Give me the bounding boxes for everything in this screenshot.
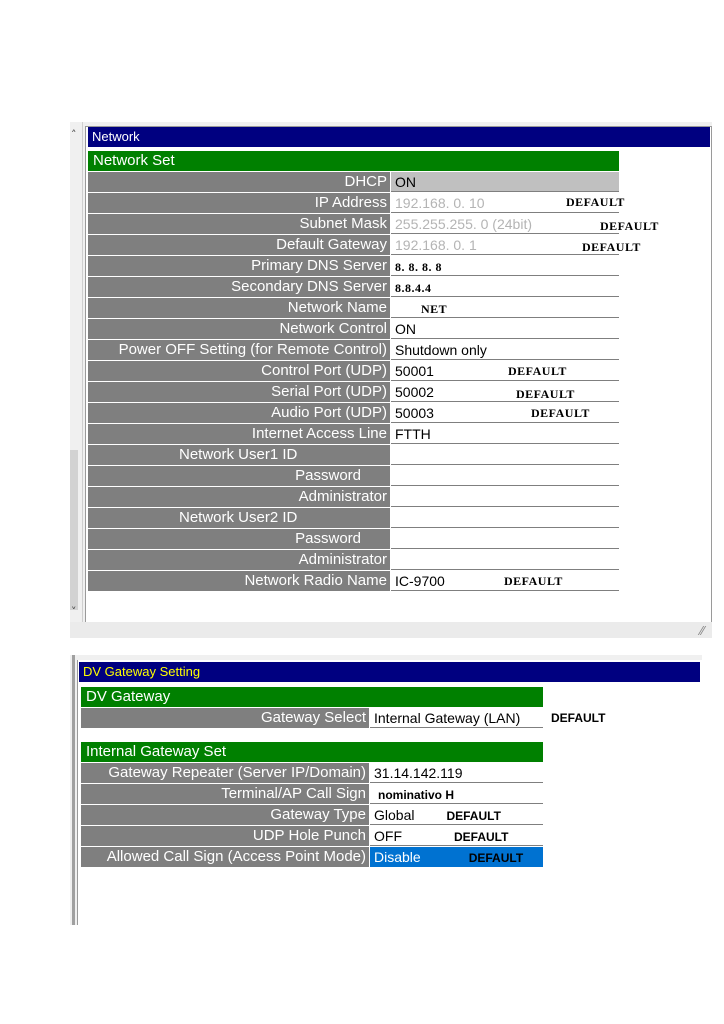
resize-grip-icon[interactable]: ⁄⁄ (700, 624, 705, 638)
setting-label: Administrator (88, 487, 390, 507)
setting-label: UDP Hole Punch (81, 826, 369, 846)
secondary-dns-text: 8.8.4.4 (395, 281, 432, 295)
user1-password-value[interactable] (391, 466, 619, 486)
setting-label: Gateway Repeater (Server IP/Domain) (81, 763, 369, 783)
dv-gateway-header: DV Gateway (81, 687, 543, 707)
audio-port-value[interactable]: 50003 (391, 403, 619, 423)
setting-label: Network User2 ID (88, 508, 390, 528)
network-title-bar: Network (88, 127, 710, 147)
setting-label: Control Port (UDP) (88, 361, 390, 381)
user2-id-value[interactable] (391, 508, 619, 528)
control-port-value[interactable]: 50001 (391, 361, 619, 381)
setting-label: Audio Port (UDP) (88, 403, 390, 423)
setting-label: Gateway Type (81, 805, 369, 825)
udp-hole-punch-value[interactable] (370, 826, 543, 846)
setting-label: Subnet Mask (88, 214, 390, 234)
left-scrollbar[interactable] (70, 450, 78, 610)
setting-label: IP Address (88, 193, 390, 213)
default-annotation: DEFAULT (582, 240, 641, 254)
gateway-type-text: Global (374, 807, 415, 823)
setting-label: Gateway Select (81, 708, 369, 728)
user1-id-value[interactable] (391, 445, 619, 465)
default-annotation: DEFAULT (454, 830, 509, 844)
setting-label: Internet Access Line (88, 424, 390, 444)
network-radio-name-value[interactable]: IC-9700 (391, 571, 619, 591)
dhcp-value[interactable]: ON (391, 172, 619, 192)
setting-label: Network Radio Name (88, 571, 390, 591)
default-gateway-value[interactable]: 192.168. 0. 1 (391, 235, 619, 255)
subnet-mask-value[interactable]: 255.255.255. 0 (24bit) (391, 214, 619, 234)
user2-administrator-value[interactable] (391, 550, 619, 570)
scroll-down-icon[interactable]: ˅ (71, 605, 77, 618)
setting-label: Network Control (88, 319, 390, 339)
default-annotation: DEFAULT (516, 387, 575, 401)
secondary-dns-value[interactable] (391, 277, 619, 297)
setting-label: Network User1 ID (88, 445, 390, 465)
internal-gateway-set-header: Internal Gateway Set (81, 742, 543, 762)
serial-port-value[interactable]: 50002 (391, 382, 619, 402)
dv-gateway-title-bar: DV Gateway Setting (79, 662, 700, 682)
network-name-text: NET (421, 302, 448, 316)
default-annotation: DEFAULT (600, 219, 659, 233)
network-control-value[interactable]: ON (391, 319, 619, 339)
setting-label: Serial Port (UDP) (88, 382, 390, 402)
setting-label: Secondary DNS Server (88, 277, 390, 297)
udp-hole-punch-text: OFF (374, 828, 402, 844)
setting-label: Power OFF Setting (for Remote Control) (88, 340, 390, 360)
primary-dns-value[interactable] (391, 256, 619, 276)
allowed-call-sign-value[interactable] (370, 847, 543, 867)
gateway-repeater-value[interactable]: 31.14.142.119 (370, 763, 543, 783)
default-annotation: DEFAULT (551, 711, 606, 725)
gateway-select-value[interactable]: Internal Gateway (LAN) (370, 708, 543, 728)
setting-label: Password (88, 466, 390, 486)
ip-address-value[interactable]: 192.168. 0. 10 (391, 193, 619, 213)
internet-access-line-value[interactable]: FTTH (391, 424, 619, 444)
setting-label: DHCP (88, 172, 390, 192)
default-annotation: DEFAULT (504, 574, 563, 588)
setting-label: Password (88, 529, 390, 549)
network-window-bottom (70, 622, 712, 638)
default-annotation: DEFAULT (468, 851, 524, 865)
setting-label: Administrator (88, 550, 390, 570)
terminal-call-sign-text: nominativo H (378, 788, 455, 802)
user2-password-value[interactable] (391, 529, 619, 549)
default-annotation: DEFAULT (508, 364, 567, 378)
default-annotation: DEFAULT (566, 195, 625, 209)
network-name-value[interactable] (391, 298, 619, 318)
scroll-up-icon[interactable]: ˄ (71, 128, 77, 141)
dv-left-edge (72, 655, 75, 925)
setting-label: Network Name (88, 298, 390, 318)
network-set-header: Network Set (88, 151, 619, 171)
user1-administrator-value[interactable] (391, 487, 619, 507)
terminal-call-sign-value[interactable] (370, 784, 543, 804)
setting-label: Allowed Call Sign (Access Point Mode) (81, 847, 369, 867)
setting-label: Default Gateway (88, 235, 390, 255)
gateway-type-value[interactable] (370, 805, 543, 825)
primary-dns-text: 8. 8. 8. 8 (395, 260, 442, 274)
default-annotation: DEFAULT (446, 809, 501, 823)
setting-label: Primary DNS Server (88, 256, 390, 276)
power-off-value[interactable]: Shutdown only (391, 340, 619, 360)
allowed-call-sign-text: Disable (374, 849, 421, 865)
setting-label: Terminal/AP Call Sign (81, 784, 369, 804)
default-annotation: DEFAULT (531, 406, 590, 420)
